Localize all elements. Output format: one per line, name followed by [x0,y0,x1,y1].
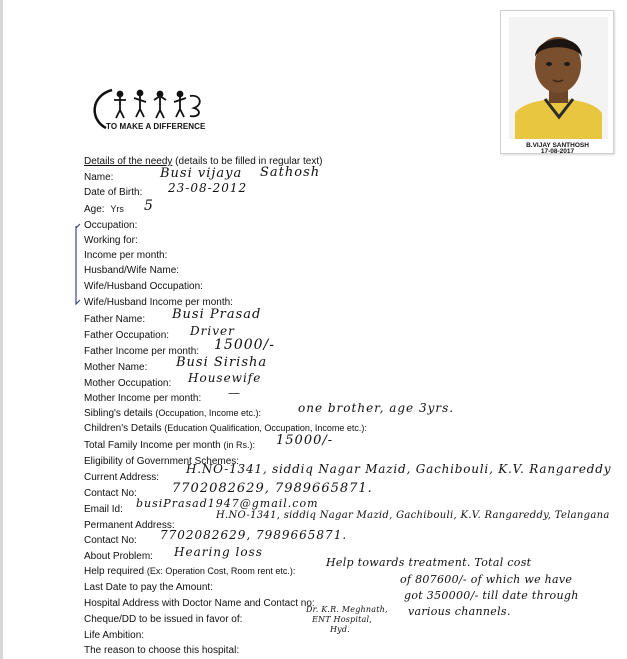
logo-tagline: TO MAKE A DIFFERENCE [106,122,206,131]
mother-income-value: — [228,386,241,400]
children-label: Children's Details [84,423,162,434]
last-date-label: Last Date to pay the Amount: [84,582,213,593]
help-value-line3: got 350000/- till date through [404,589,579,602]
age-field [84,204,124,215]
current-address-value: H.NO-1341, siddiq Nagar Mazid, Gachibouli, K.V. Rangareddy [186,462,612,476]
help-label: Help required [84,566,145,577]
reason-field [84,645,239,656]
age-value: 5 [144,198,154,214]
bracket-mark [74,222,84,306]
hospital-label: Hospital Address with Doctor Name and Contact no: [84,598,315,609]
eligibility-label: Eligibility of Government Schemes: [84,456,240,467]
page-left-edge [0,0,3,659]
reason-label: The reason to choose this hospital: [84,645,240,656]
current-address-label: Current Address: [84,472,160,483]
contact-value: 7702082629, 7989665871. [172,481,373,496]
total-income-value: 15000/- [276,433,334,448]
contact2-field [84,535,137,546]
name-last-value: Sathosh [260,165,321,180]
hospital-value-line3: Hyd. [330,625,350,634]
contact2-label: Contact No: [84,535,137,546]
father-name-field [84,314,145,325]
income-label: Income per month: [84,250,168,261]
email-label: Email Id: [84,504,123,515]
father-name-value: Busi Prasad [172,307,262,322]
name-label: Name: [84,172,114,183]
help-value-line2: of 807600/- of which we have [400,573,573,586]
logo-figures-icon [114,91,200,119]
help-field [84,566,295,577]
organization-logo [82,84,222,144]
email-value: busiPrasad1947@gmail.com [136,497,319,510]
father-occupation-value: Driver [190,324,235,338]
help-value-line4: various channels. [408,605,511,618]
help-note: (Ex: Operation Cost, Room rent etc.): [146,566,296,576]
last-date-field [84,582,213,593]
current-address-field [84,472,159,483]
children-note: (Education Qualification, Occupation, Income etc.): [164,423,367,433]
father-occupation-label: Father Occupation: [84,330,170,341]
age-unit: Yrs [110,204,124,214]
section-note: (details to be filled in regular text) [175,156,323,167]
photo-caption-name: B.VIJAY SANTHOSH [526,142,589,149]
problem-value: Hearing loss [174,545,263,559]
ambition-field [84,630,144,641]
spouse-occupation-label: Wife/Husband Occupation: [84,281,203,292]
total-income-note: (in Rs.): [223,440,255,450]
email-field [84,504,123,515]
problem-field [84,551,153,562]
working-for-field [84,235,138,246]
siblings-value: one brother, age 3yrs. [298,401,455,415]
spouse-occupation-field [84,281,203,292]
spouse-name-field [84,265,179,276]
mother-name-field [84,362,147,373]
permanent-address-value: H.NO-1341, siddiq Nagar Mazid, Gachibouli, K.V. Rangareddy, Telangana [216,510,610,521]
ambition-label: Life Ambition: [84,630,145,641]
age-label: Age: [84,204,105,215]
cheque-field [84,614,242,625]
mother-occupation-label: Mother Occupation: [84,378,172,389]
hospital-value-line2: ENT Hospital, [312,615,372,624]
photo-caption-date: 17-08-2017 [540,148,575,155]
occupation-field [84,220,137,231]
permanent-address-label: Permanent Address: [84,520,175,531]
father-income-label: Father Income per month: [84,346,200,357]
siblings-note: (Occupation, Income etc.): [155,408,261,418]
total-income-label: Total Family Income per month [84,440,221,451]
mother-income-label: Mother Income per month: [84,393,202,404]
section-title: Details of the needy [84,156,173,167]
dob-value: 23-08-2012 [168,181,248,195]
photo-caption [505,143,610,155]
name-first-value: Busi vijaya [160,166,243,181]
hospital-field [84,598,315,609]
dob-label: Date of Birth: [84,187,143,198]
contact2-value: 7702082629, 7989665871. [160,528,348,542]
total-income-field [84,440,255,451]
father-income-value: 15000/- [214,337,275,353]
cheque-label: Cheque/DD to be issued in favor of: [84,614,243,625]
income-field [84,250,167,261]
spouse-name-label: Husband/Wife Name: [84,265,180,276]
mother-name-value: Busi Sirisha [176,355,268,370]
child-photo [509,17,608,139]
father-name-label: Father Name: [84,314,146,325]
mother-occupation-value: Housewife [188,371,262,385]
mother-occupation-field [84,378,171,389]
father-occupation-field [84,330,169,341]
hospital-value-line1: Dr. K.R. Meghnath, [306,605,388,614]
siblings-label: Sibling's details [84,408,153,419]
contact-label: Contact No: [84,488,137,499]
problem-label: About Problem: [84,551,153,562]
dob-field [84,187,142,198]
working-for-label: Working for: [84,235,138,246]
contact-field [84,488,137,499]
help-value-line1: Help towards treatment. Total cost [326,556,532,569]
mother-name-label: Mother Name: [84,362,148,373]
name-field [84,172,113,183]
spouse-income-label: Wife/Husband Income per month: [84,297,233,308]
occupation-label: Occupation: [84,220,138,231]
mother-income-field [84,393,201,404]
siblings-field [84,408,261,419]
